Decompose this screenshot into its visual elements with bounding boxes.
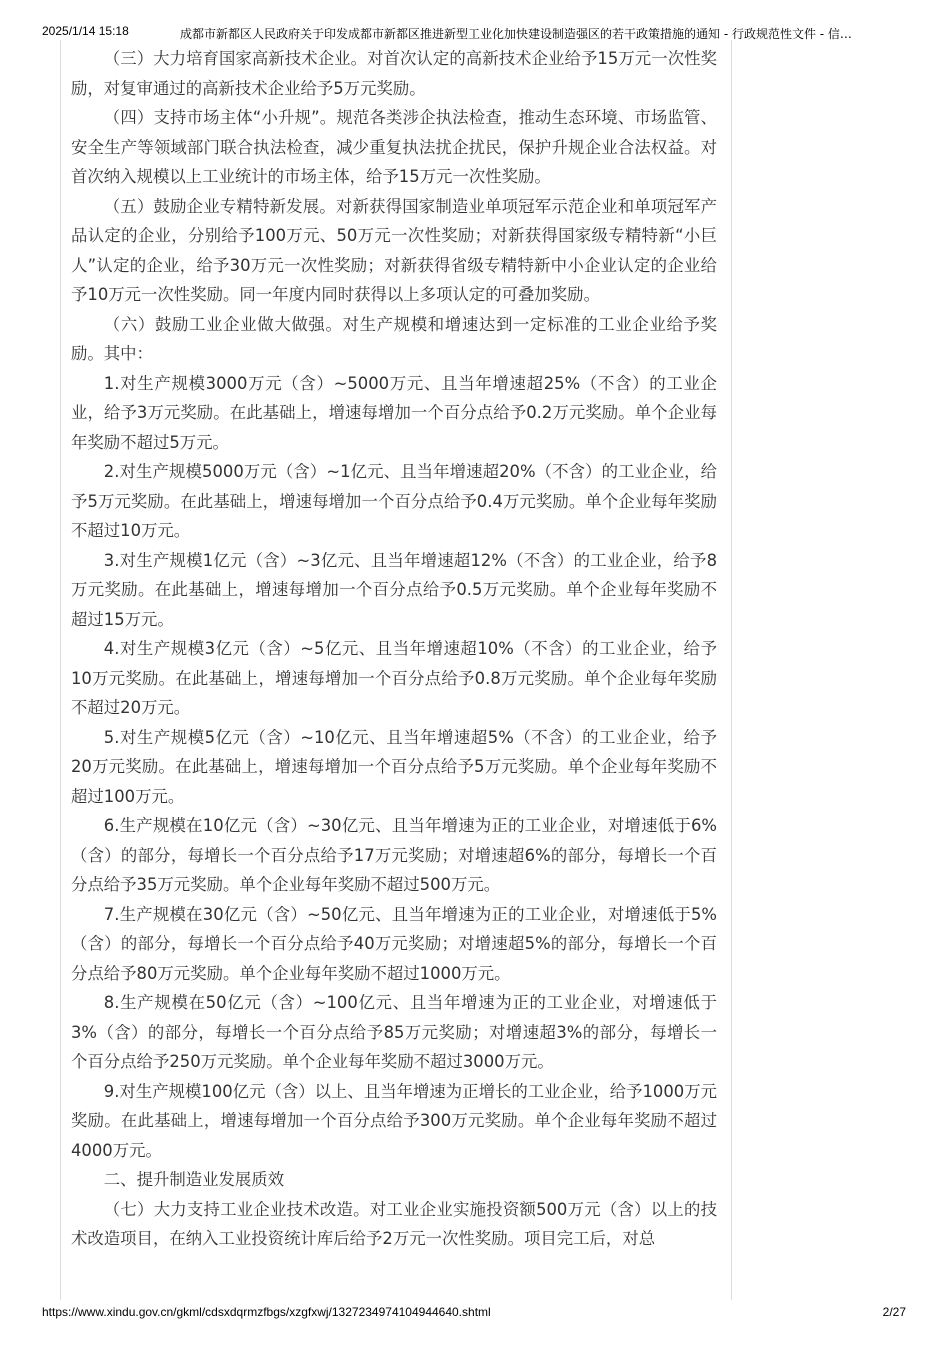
paragraph: （四）支持市场主体“小升规”。规范各类涉企执法检查，推动生态环境、市场监管、安全生产等领域部门联合执法检查，减少重复执法扰企扰民，保护升规企业合法权益。对首次纳入规模以上工业统计的市场主体，给予15万元一次性奖励。	[71, 108, 717, 186]
page-number: 2/27	[882, 1305, 906, 1319]
print-timestamp: 2025/1/14 15:18	[42, 24, 129, 38]
paragraph: 2.对生产规模5000万元（含）~1亿元、且当年增速超20%（不含）的工业企业，给予5万元奖励。在此基础上，增速每增加一个百分点给予0.4万元奖励。单个企业每年奖励不超过10万元。	[71, 462, 717, 540]
paragraph: 1.对生产规模3000万元（含）~5000万元、且当年增速超25%（不含）的工业企业，给予3万元奖励。在此基础上，增速每增加一个百分点给予0.2万元奖励。单个企业每年奖励不超过5万元。	[71, 373, 717, 452]
paragraph: （三）大力培育国家高新技术企业。对首次认定的高新技术企业给予15万元一次性奖励，对复审通过的高新技术企业给予5万元奖励。	[71, 49, 717, 98]
paragraph: （六）鼓励工业企业做大做强。对生产规模和增速达到一定标准的工业企业给予奖励。其中：	[71, 314, 717, 363]
section-heading: 二、提升制造业发展质效	[103, 1170, 285, 1189]
page-url: https://www.xindu.gov.cn/gkml/cdsxdqrmzfbgs/xzgfxwj/1327234974104944640.shtml	[42, 1305, 491, 1319]
paragraph: （七）大力支持工业企业技术改造。对工业企业实施投资额500万元（含）以上的技术改造项目，在纳入工业投资统计库后给予2万元一次性奖励。项目完工后，对总	[71, 1199, 717, 1248]
paragraph: 4.对生产规模3亿元（含）~5亿元、且当年增速超10%（不含）的工业企业，给予10万元奖励。在此基础上，增速每增加一个百分点给予0.8万元奖励。单个企业每年奖励不超过20万元。	[71, 639, 717, 717]
page-title: 成都市新都区人民政府关于印发成都市新都区推进新型工业化加快建设制造强区的若干政策措施的通知 - 行政规范性文件 - 信…	[180, 27, 852, 41]
paragraph: 5.对生产规模5亿元（含）~10亿元、且当年增速超5%（不含）的工业企业，给予20万元奖励。在此基础上，增速每增加一个百分点给予5万元奖励。单个企业每年奖励不超过100万元。	[71, 727, 717, 806]
document-body	[71, 44, 717, 1254]
paragraph: 3.对生产规模1亿元（含）~3亿元、且当年增速超12%（不含）的工业企业，给予8万元奖励。在此基础上，增速每增加一个百分点给予0.5万元奖励。单个企业每年奖励不超过15万元。	[71, 550, 717, 629]
paragraph: 9.对生产规模100亿元（含）以上、且当年增速为正增长的工业企业，给予1000万元奖励。在此基础上，增速每增加一个百分点给予300万元奖励。单个企业每年奖励不超过4000万元。	[71, 1081, 717, 1160]
paragraph: （五）鼓励企业专精特新发展。对新获得国家制造业单项冠军示范企业和单项冠军产品认定的企业，分别给予100万元、50万元一次性奖励；对新获得国家级专精特新“小巨人”认定的企业，给予30万元一次性奖励；对新获得省级专精特新中小企业认定的企业给予10万元一次性奖励。同一年度内同时获得以上多项认定的可叠加奖励。	[71, 196, 717, 304]
paragraph: 6.生产规模在10亿元（含）~30亿元、且当年增速为正的工业企业，对增速低于6%（含）的部分，每增长一个百分点给予17万元奖励；对增速超6%的部分，每增长一个百分点给予35万元奖励。单个企业每年奖励不超过500万元。	[71, 816, 717, 894]
paragraph: 7.生产规模在30亿元（含）~50亿元、且当年增速为正的工业企业，对增速低于5%（含）的部分，每增长一个百分点给予40万元奖励；对增速超5%的部分，每增长一个百分点给予80万元奖励。单个企业每年奖励不超过1000万元。	[71, 904, 717, 983]
paragraph: 8.生产规模在50亿元（含）~100亿元、且当年增速为正的工业企业，对增速低于3%（含）的部分，每增长一个百分点给予85万元奖励；对增速超3%的部分，每增长一个百分点给予250万元奖励。单个企业每年奖励不超过3000万元。	[71, 993, 718, 1071]
